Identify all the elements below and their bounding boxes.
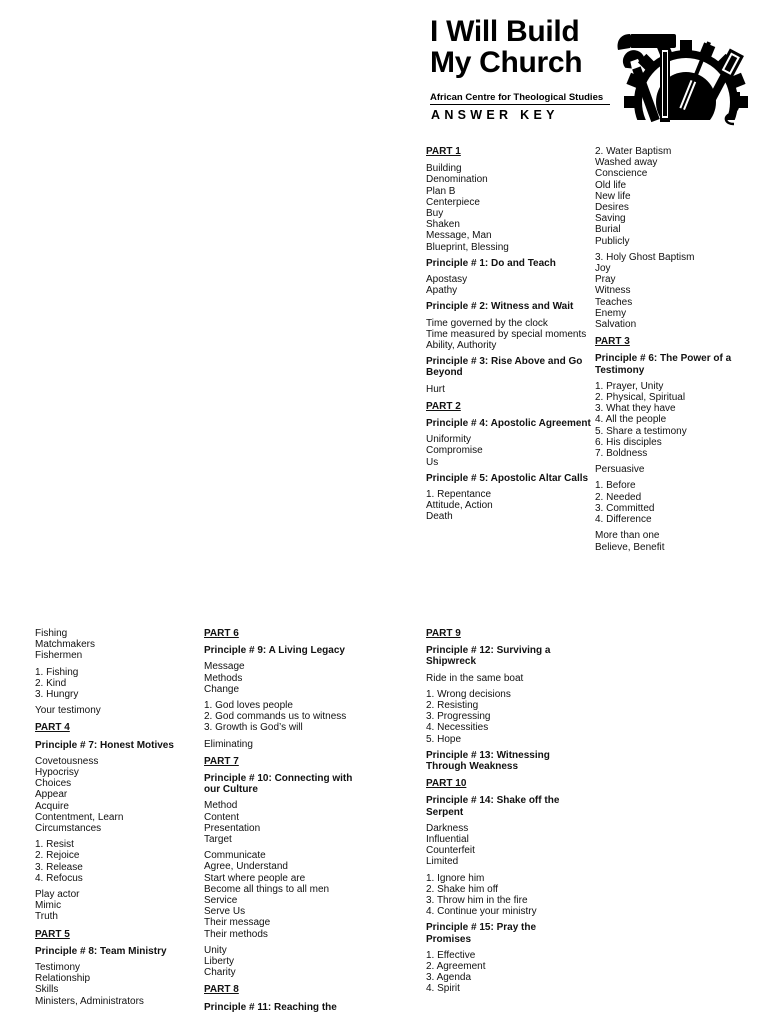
part-heading: PART 10 xyxy=(426,778,467,790)
answer-line: Conscience xyxy=(595,168,648,180)
principle-heading: Principle # 5: Apostolic Altar Calls xyxy=(426,472,589,484)
answer-line: Apathy xyxy=(426,285,458,297)
answer-line: 3. Throw him in the fire xyxy=(426,895,528,907)
answer-line: 4. Difference xyxy=(595,514,652,526)
answer-line: Their methods xyxy=(204,928,268,940)
answer-group xyxy=(426,689,576,745)
answer-line: 2. Needed xyxy=(595,491,642,503)
document-title xyxy=(430,16,620,78)
answer-line: Message xyxy=(204,661,245,673)
answer-line: 3. Committed xyxy=(595,502,655,514)
principle-heading: Principle # 9: A Living Legacy xyxy=(204,645,345,657)
answer-line: Ability, Authority xyxy=(426,340,497,352)
part-heading: PART 5 xyxy=(35,928,70,940)
answer-line: 1. God loves people xyxy=(204,700,293,712)
answer-line: 1. Wrong decisions xyxy=(426,688,511,700)
answer-group xyxy=(35,962,200,1007)
answer-group xyxy=(426,318,592,352)
answer-line: Teaches xyxy=(595,296,633,308)
answer-line: Content xyxy=(204,811,240,823)
answer-line: Attitude, Action xyxy=(426,500,493,512)
answer-line: Compromise xyxy=(426,445,483,457)
answer-line: Circumstances xyxy=(35,823,102,835)
answer-line: New life xyxy=(595,190,631,202)
answer-line: 5. Share a testimony xyxy=(595,425,687,437)
answer-line: Mimic xyxy=(35,900,62,912)
header-divider xyxy=(430,104,610,105)
principle-heading: Principle # 3: Rise Above and Go Beyond xyxy=(426,356,583,379)
answer-group xyxy=(595,464,760,475)
answer-line: Burial xyxy=(595,224,621,236)
answer-line: Play actor xyxy=(35,889,80,901)
answer-line: Buy xyxy=(426,208,444,220)
answer-line: Eliminating xyxy=(204,738,253,750)
part-heading: PART 2 xyxy=(426,400,461,412)
answer-group xyxy=(426,489,592,523)
answer-line: 2. Kind xyxy=(35,677,67,689)
answer-line: Washed away xyxy=(595,157,658,169)
answer-line: Publicly xyxy=(595,235,630,247)
answer-line: Covetousness xyxy=(35,755,99,767)
answer-group xyxy=(426,823,576,868)
answer-group xyxy=(595,530,760,552)
answer-group xyxy=(204,661,364,695)
answer-line: Centerpiece xyxy=(426,196,480,208)
answer-line: Darkness xyxy=(426,822,469,834)
answer-group xyxy=(426,384,592,395)
answer-column-2 xyxy=(595,146,760,558)
answer-line: More than one xyxy=(595,530,660,542)
answer-line: Start where people are xyxy=(204,872,306,884)
answer-line: Change xyxy=(204,683,240,695)
answer-line: Your testimony xyxy=(35,705,101,717)
answer-line: Ministers, Administrators xyxy=(35,995,144,1007)
answer-line: 2. Resisting xyxy=(426,700,479,712)
answer-line: Relationship xyxy=(35,973,91,985)
answer-line: Plan B xyxy=(426,185,456,197)
answer-line: 6. His disciples xyxy=(595,436,662,448)
answer-group xyxy=(35,667,200,701)
answer-group xyxy=(426,673,576,684)
organization-name: African Centre for Theological Studies xyxy=(430,92,604,103)
answer-line: 2. Shake him off xyxy=(426,883,499,895)
answer-line: 4. All the people xyxy=(595,414,667,426)
answer-group xyxy=(426,950,576,995)
answer-line: Uniformity xyxy=(426,434,472,446)
answer-line: Us xyxy=(426,456,439,468)
answer-group xyxy=(35,705,200,716)
answer-line: Believe, Benefit xyxy=(595,541,665,553)
answer-line: 7. Boldness xyxy=(595,448,648,460)
answer-line: Time measured by special moments xyxy=(426,328,587,340)
answer-line: Truth xyxy=(35,911,58,923)
answer-line: Denomination xyxy=(426,174,488,186)
gear-tools-icon xyxy=(606,20,752,136)
answer-group xyxy=(595,146,760,247)
title-line-2: My Church xyxy=(430,46,583,79)
answer-line: Skills xyxy=(35,984,59,996)
principle-heading: Principle # 4: Apostolic Agreement xyxy=(426,418,591,430)
principle-heading: Principle # 15: Pray the Promises xyxy=(426,922,537,945)
answer-line: Choices xyxy=(35,778,72,790)
answer-line: Blueprint, Blessing xyxy=(426,241,509,253)
answer-line: 4. Spirit xyxy=(426,983,460,995)
answer-line: 4. Refocus xyxy=(35,872,83,884)
answer-column-5 xyxy=(426,628,576,1000)
answer-line: Matchmakers xyxy=(35,639,96,651)
answer-line: Communicate xyxy=(204,850,266,862)
part-heading: PART 6 xyxy=(204,628,239,639)
answer-line: 5. Hope xyxy=(426,733,462,745)
answer-group xyxy=(35,839,200,884)
principle-heading: Principle # 6: The Power of a Testimony xyxy=(595,353,732,376)
answer-group xyxy=(35,628,200,662)
answer-line: Target xyxy=(204,834,232,846)
principle-heading: Principle # 14: Shake off the Serpent xyxy=(426,795,560,818)
principle-heading: Principle # 11: Reaching the xyxy=(204,1001,337,1013)
answer-line: 3. Progressing xyxy=(426,711,491,723)
answer-line: Method xyxy=(204,800,238,812)
answer-line: 2. God commands us to witness xyxy=(204,711,347,723)
answer-line: Unity xyxy=(204,944,227,956)
principle-heading: Principle # 1: Do and Teach xyxy=(426,257,556,269)
answer-line: Hurt xyxy=(426,383,445,395)
answer-group xyxy=(204,945,364,979)
answer-line: 3. Growth is God’s will xyxy=(204,722,303,734)
answer-line: Apostasy xyxy=(426,274,468,286)
principle-heading: Principle # 2: Witness and Wait xyxy=(426,301,574,313)
answer-line: Appear xyxy=(35,789,68,801)
answer-line: 2. Rejoice xyxy=(35,850,80,862)
principle-heading: Principle # 13: Witnessing Through Weakness xyxy=(426,749,550,773)
part-heading: PART 3 xyxy=(595,336,630,348)
answer-line: Liberty xyxy=(204,956,235,968)
answer-line: 1. Repentance xyxy=(426,489,492,501)
answer-line: Service xyxy=(204,895,238,907)
answer-line: Charity xyxy=(204,967,236,979)
answer-column-3 xyxy=(35,628,200,1012)
principle-heading: Principle # 12: Surviving a Shipwreck xyxy=(426,645,551,668)
answer-line: Fishing xyxy=(35,628,68,639)
answer-line: Ride in the same boat xyxy=(426,672,524,684)
answer-line: 3. What they have xyxy=(595,403,676,415)
part-heading: PART 9 xyxy=(426,628,461,639)
answer-line: 2. Physical, Spiritual xyxy=(595,392,686,404)
answer-line: 3. Holy Ghost Baptism xyxy=(595,251,695,263)
principle-heading: Principle # 7: Honest Motives xyxy=(35,739,174,751)
answer-key-heading: ANSWER KEY xyxy=(431,108,559,122)
answer-line: Become all things to all men xyxy=(204,883,330,895)
answer-line: Fishermen xyxy=(35,650,83,662)
answer-group xyxy=(204,800,364,845)
answer-line: Time governed by the clock xyxy=(426,317,548,329)
answer-line: 3. Release xyxy=(35,861,83,873)
answer-group xyxy=(595,480,760,525)
answer-line: Message, Man xyxy=(426,230,492,242)
answer-line: 1. Effective xyxy=(426,949,476,961)
answer-line: 1. Before xyxy=(595,480,636,492)
answer-line: Contentment, Learn xyxy=(35,811,124,823)
answer-group xyxy=(35,756,200,834)
answer-line: 1. Resist xyxy=(35,839,74,851)
part-heading: PART 7 xyxy=(204,755,239,767)
answer-line: Building xyxy=(426,163,462,175)
answer-line: 3. Hungry xyxy=(35,689,79,701)
answer-line: Their message xyxy=(204,917,271,929)
part-heading: PART 8 xyxy=(204,984,239,996)
part-heading: PART 4 xyxy=(35,722,70,734)
answer-group xyxy=(426,163,592,253)
answer-line: Counterfeit xyxy=(426,845,475,857)
answer-group xyxy=(426,274,592,296)
answer-line: Death xyxy=(426,511,453,523)
answer-line: 4. Continue your ministry xyxy=(426,906,537,918)
answer-line: Testimony xyxy=(35,962,81,974)
answer-line: Methods xyxy=(204,672,243,684)
answer-group xyxy=(204,850,364,940)
answer-line: Acquire xyxy=(35,800,69,812)
answer-group xyxy=(426,434,592,468)
answer-line: 3. Agenda xyxy=(426,972,472,984)
answer-line: Salvation xyxy=(595,319,637,331)
answer-line: Witness xyxy=(595,285,631,297)
answer-group xyxy=(595,252,760,330)
answer-line: Joy xyxy=(595,263,611,275)
answer-line: Presentation xyxy=(204,822,261,834)
answer-line: Old life xyxy=(595,179,627,191)
answer-line: Shaken xyxy=(426,219,460,231)
answer-line: Enemy xyxy=(595,307,627,319)
answer-line: 1. Ignore him xyxy=(426,872,485,884)
part-heading: PART 1 xyxy=(426,146,461,157)
answer-line: Persuasive xyxy=(595,464,645,476)
answer-group xyxy=(595,381,760,459)
answer-line: Serve Us xyxy=(204,906,246,918)
answer-column-4 xyxy=(204,628,364,1018)
answer-line: 4. Necessities xyxy=(426,722,489,734)
title-line-1: I Will Build xyxy=(430,15,580,48)
answer-line: 2. Water Baptism xyxy=(595,146,672,157)
answer-group xyxy=(204,739,364,750)
answer-line: Influential xyxy=(426,834,469,846)
answer-line: 1. Fishing xyxy=(35,666,79,678)
answer-column-1 xyxy=(426,146,592,528)
answer-group xyxy=(35,889,200,923)
answer-line: Pray xyxy=(595,274,616,286)
answer-line: Desires xyxy=(595,202,629,214)
principle-heading: Principle # 10: Connecting with our Culture xyxy=(204,773,353,796)
answer-group xyxy=(426,873,576,918)
answer-line: 1. Prayer, Unity xyxy=(595,380,664,392)
answer-group xyxy=(204,700,364,734)
answer-line: Saving xyxy=(595,213,626,225)
answer-line: Hypocrisy xyxy=(35,767,79,779)
principle-heading: Principle # 8: Team Ministry xyxy=(35,945,167,957)
answer-line: Limited xyxy=(426,856,459,868)
answer-line: Agree, Understand xyxy=(204,861,288,873)
answer-line: 2. Agreement xyxy=(426,961,486,973)
